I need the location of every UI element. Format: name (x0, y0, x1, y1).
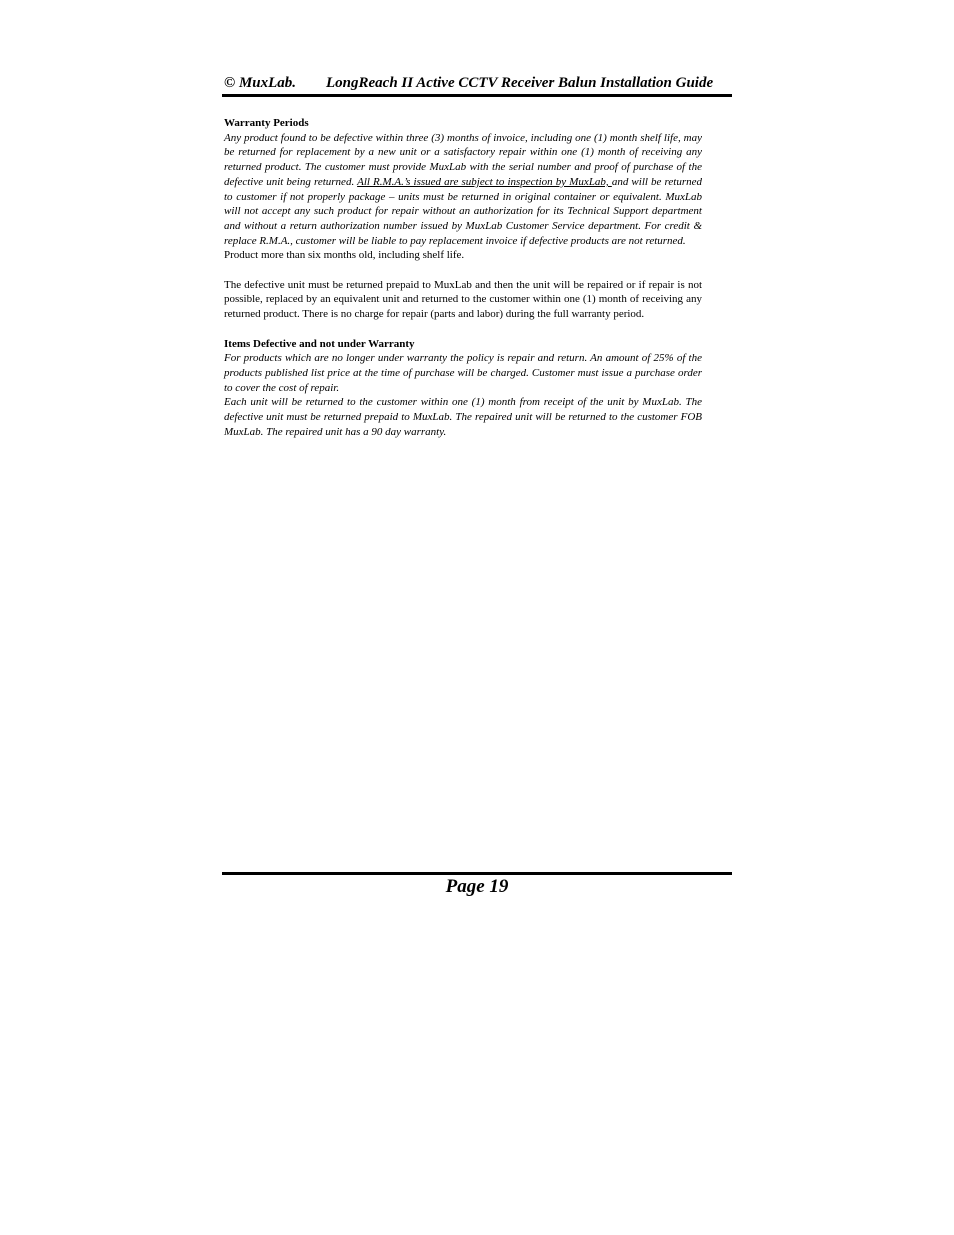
page-number: Page 19 (445, 876, 509, 897)
page-content (224, 116, 702, 439)
header-guide-title: LongReach II Active CCTV Receiver Balun Installation Guide (326, 75, 714, 91)
warranty-text-part1: Any product found to be defective within three (3) months of invoice, including one (1) month shelf life, may be returned for replacement by a new unit or a satisfactory repair within one (1) month of receiving any returned product. The customer must provide MuxLab with the serial number and proof of purchase of the defective unit being returned. (224, 131, 702, 188)
spacer (224, 263, 702, 278)
older-product-line: Product more than six months old, including shelf life. (224, 249, 465, 262)
rma-inspection-underlined: All R.M.A.’s issued are subject to inspection by MuxLab, (357, 175, 612, 188)
warranty-periods-heading: Warranty Periods (224, 117, 309, 129)
return-policy-paragraph: The defective unit must be returned prepaid to MuxLab and then the unit will be repaired or if repair is not possible, replaced by an equivalent unit and returned to the customer within one (1) month of receiving any returned product. There is no charge for repair (parts and labor) during the full warranty period. (224, 278, 702, 321)
warranty-text-part2: and will be returned to customer if not properly package – units must be returned in original container or equivalent. MuxLab will not accept any such product for repair without an authorization for its Technical Support department and without a return authorization number issued by MuxLab Customer Service department. For credit & replace R.M.A., customer will be liable to pay replacement invoice if defective products are not returned. (224, 175, 703, 247)
not-under-warranty-paragraph-1: For products which are no longer under warranty the policy is repair and return. An amount of 25% of the products published list price at the time of purchase will be charged. Customer must issue a purchase order to cover the cost of repair. (224, 352, 702, 394)
not-under-warranty-paragraph-2: Each unit will be returned to the customer within one (1) month from receipt of the unit by MuxLab. The defective unit must be returned prepaid to MuxLab. The repaired unit will be returned to the customer FOB MuxLab. The repaired unit has a 90 day warranty. (224, 396, 702, 438)
not-under-warranty-heading: Items Defective and not under Warranty (224, 337, 415, 350)
warranty-periods-paragraph (224, 131, 702, 249)
spacer (224, 322, 702, 337)
page-header (222, 72, 732, 97)
header-brand: © MuxLab. (224, 75, 297, 91)
footer-rule (222, 872, 732, 875)
